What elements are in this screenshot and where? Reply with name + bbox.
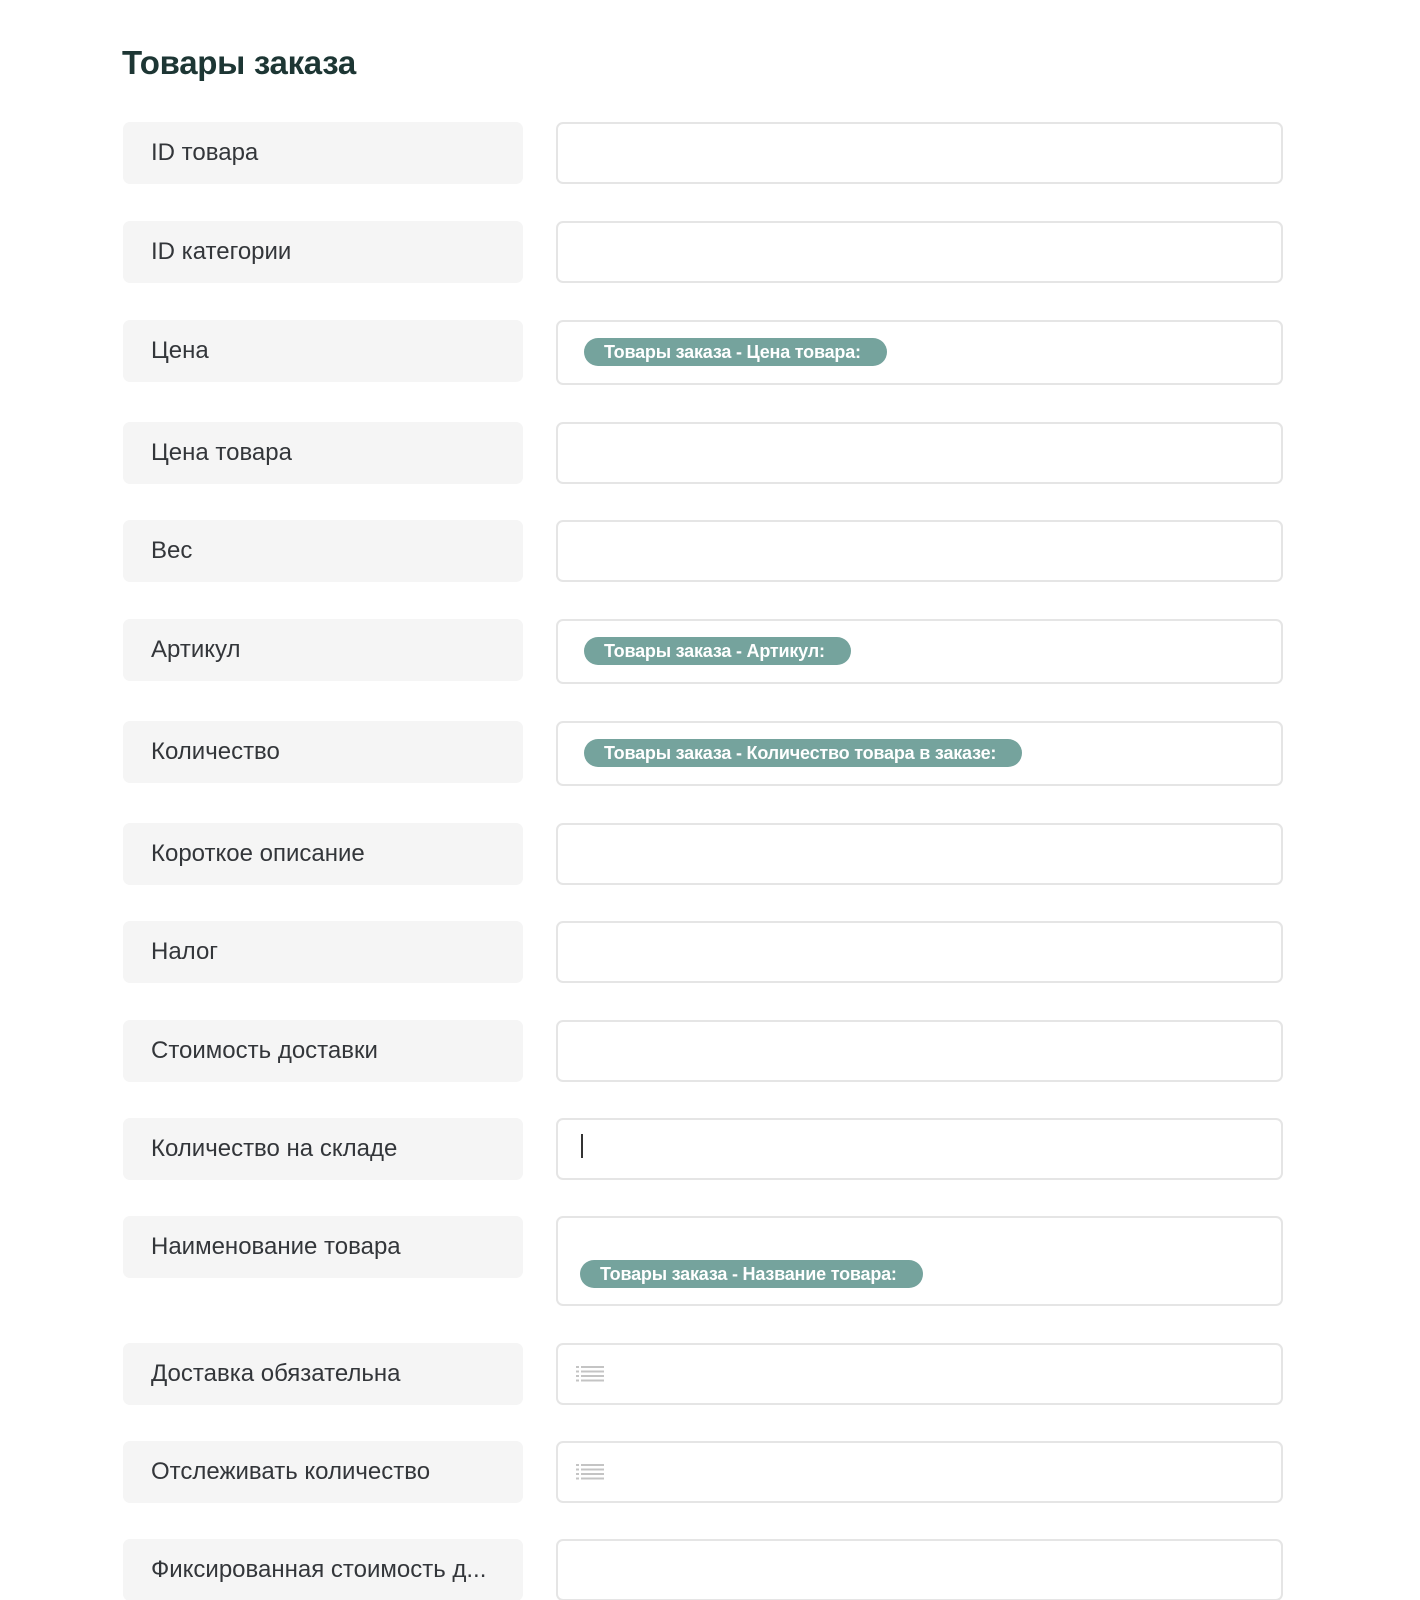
variable-tag[interactable]: Товары заказа - Количество товара в заказе: [584,739,1022,767]
list-icon[interactable] [576,1463,604,1483]
quantity-input[interactable] [556,721,1283,786]
field-label: Цена [123,320,523,382]
field-label: ID товара [123,122,523,184]
list-icon[interactable] [576,1365,604,1385]
field-label: Стоимость доставки [123,1020,523,1082]
product-id-input[interactable] [556,122,1283,184]
field-label: Количество на складе [123,1118,523,1180]
product-name-input[interactable] [556,1216,1283,1306]
text-caret [581,1134,583,1158]
variable-tag[interactable]: Товары заказа - Название товара: [580,1260,923,1288]
field-label: Фиксированная стоимость д... [123,1539,523,1600]
track-quantity-select[interactable] [556,1441,1283,1503]
field-label: Отслеживать количество [123,1441,523,1503]
price-input[interactable] [556,320,1283,385]
page-title: Товары заказа [122,44,356,81]
field-label: Короткое описание [123,823,523,885]
field-label: Налог [123,921,523,983]
field-label: Цена товара [123,422,523,484]
shipping-required-select[interactable] [556,1343,1283,1405]
field-label: ID категории [123,221,523,283]
shipping-cost-input[interactable] [556,1020,1283,1082]
short-description-input[interactable] [556,823,1283,885]
variable-tag[interactable]: Товары заказа - Артикул: [584,637,851,665]
category-id-input[interactable] [556,221,1283,283]
field-label: Артикул [123,619,523,681]
variable-tag[interactable]: Товары заказа - Цена товара: [584,338,887,366]
field-label: Вес [123,520,523,582]
stock-quantity-input[interactable] [556,1118,1283,1180]
field-label: Доставка обязательна [123,1343,523,1405]
product-price-input[interactable] [556,422,1283,484]
field-label: Наименование товара [123,1216,523,1278]
field-label: Количество [123,721,523,783]
fixed-shipping-cost-input[interactable] [556,1539,1283,1600]
tax-input[interactable] [556,921,1283,983]
sku-input[interactable] [556,619,1283,684]
weight-input[interactable] [556,520,1283,582]
